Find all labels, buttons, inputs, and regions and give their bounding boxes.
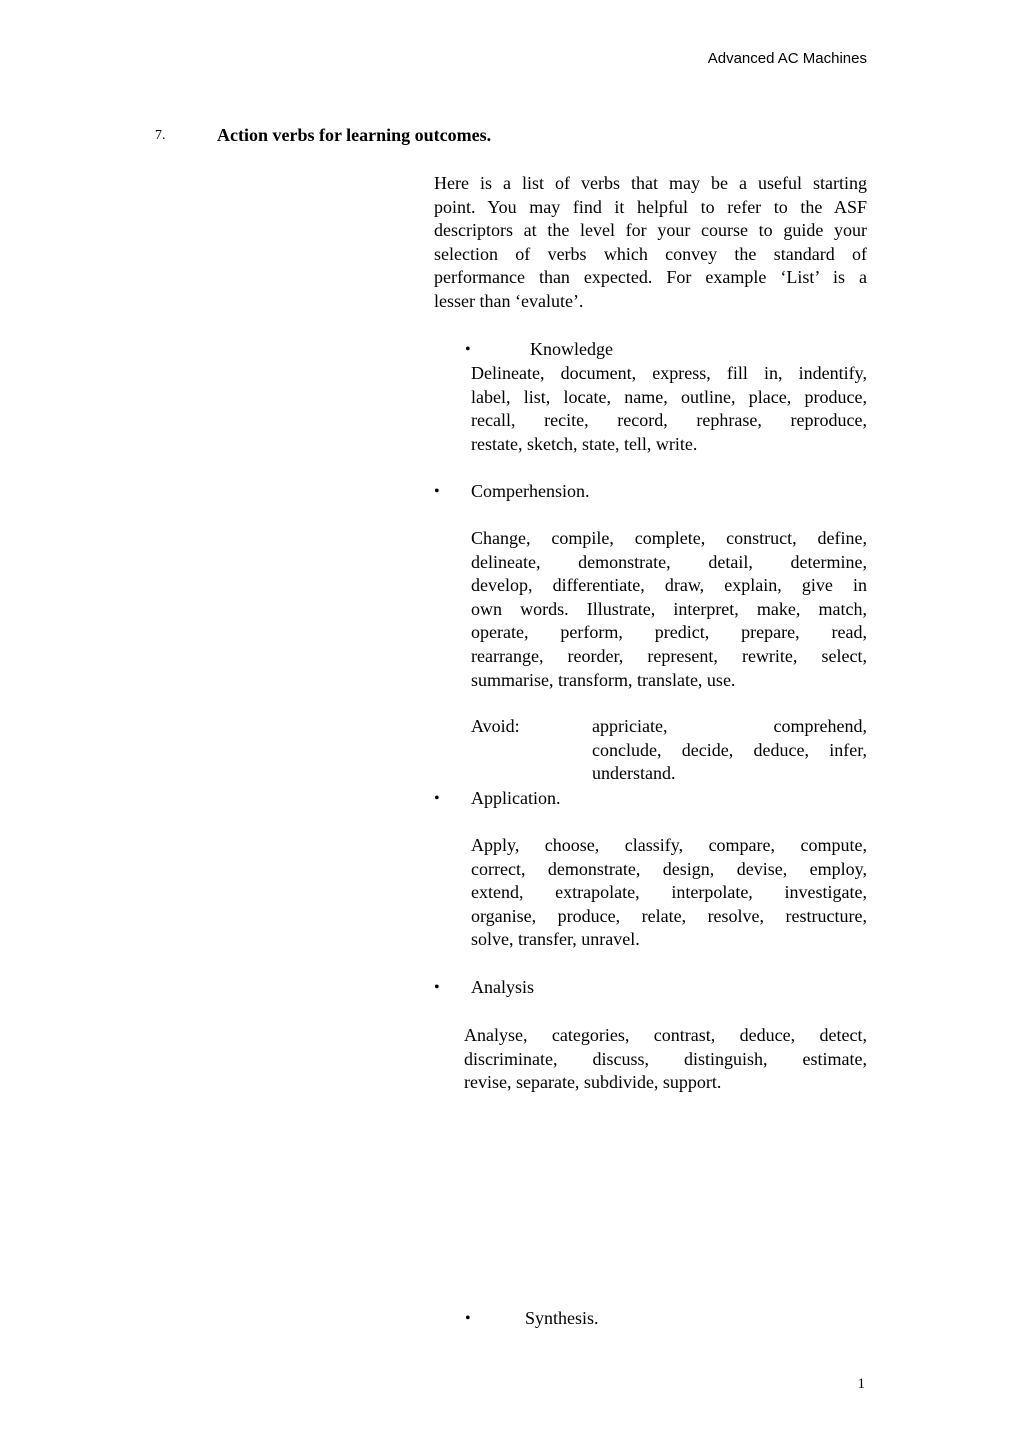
knowledge-line: Delineate, document, express, fill in, indentify, [471,363,867,383]
intro-paragraph [434,172,867,314]
analysis-verbs [464,1024,867,1095]
intro-line: Here is a list of verbs that may be a useful starting [434,173,867,193]
bullet-icon: • [434,979,440,996]
intro-line: selection of verbs which convey the standard of [434,243,867,264]
application-line: solve, transfer, unravel. [471,929,640,950]
avoid-line: conclude, decide, deduce, infer, [592,739,867,760]
intro-line: point. You may find it helpful to refer to the ASF [434,196,867,217]
bullet-icon: • [434,790,440,807]
bullet-icon: • [465,1310,471,1327]
knowledge-line: recall, recite, record, rephrase, reproduce, [471,410,867,431]
application-line: extend, extrapolate, interpolate, investigate, [471,882,867,903]
application-heading: Application. [471,788,561,808]
comprehension-verbs [471,527,867,692]
intro-line: performance than expected. For example ‘List’ is a [434,267,867,288]
page-number: 1 [857,1376,865,1392]
comprehension-line: own words. Illustrate, interpret, make, match, [471,598,867,619]
synthesis-heading: Synthesis. [525,1308,599,1328]
knowledge-verbs [471,362,867,456]
avoid-line: understand. [592,763,676,784]
avoid-verbs [592,715,867,786]
section-number: 7. [155,128,166,143]
comprehension-line: rearrange, reorder, represent, rewrite, select, [471,645,867,666]
comprehension-line: Change, compile, complete, construct, define, [471,528,867,548]
comprehension-line: delineate, demonstrate, detail, determine, [471,551,867,572]
section-title: Action verbs for learning outcomes. [217,125,492,145]
analysis-line: revise, separate, subdivide, support. [464,1072,722,1093]
application-line: organise, produce, relate, resolve, restructure, [471,905,867,926]
comprehension-line: summarise, transform, translate, use. [471,669,736,690]
comprehension-line: operate, perform, predict, prepare, read, [471,622,867,643]
analysis-heading: Analysis [471,977,534,997]
knowledge-heading: Knowledge [530,339,613,359]
application-line: correct, demonstrate, design, devise, employ, [471,858,867,879]
page-header: Advanced AC Machines [707,50,867,67]
intro-line: lesser than ‘evalute’. [434,290,584,311]
analysis-line: Analyse, categories, contrast, deduce, detect, [464,1025,867,1045]
avoid-line: appriciate, comprehend, [592,716,867,736]
application-line: Apply, choose, classify, compare, compute, [471,835,867,855]
analysis-line: discriminate, discuss, distinguish, estimate, [464,1048,867,1069]
knowledge-line: restate, sketch, state, tell, write. [471,433,698,454]
comprehension-heading: Comperhension. [471,481,590,501]
bullet-icon: • [465,341,471,358]
comprehension-line: develop, differentiate, draw, explain, give in [471,575,867,596]
intro-line: descriptors at the level for your course to guide your [434,220,867,241]
application-verbs [471,834,867,952]
bullet-icon: • [434,483,440,500]
knowledge-line: label, list, locate, name, outline, place, produce, [471,386,867,407]
avoid-label: Avoid: [471,716,520,736]
